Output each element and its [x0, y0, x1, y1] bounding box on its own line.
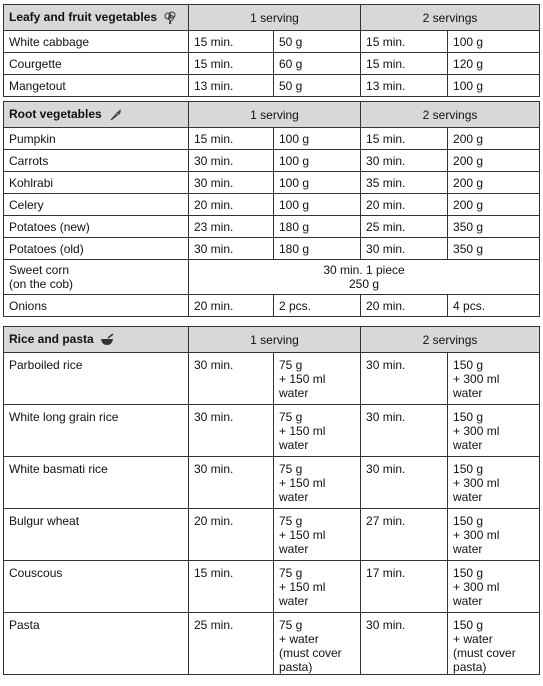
table-row — [4, 150, 540, 172]
time-2-servings: 15 min. — [361, 53, 448, 75]
time-1-serving: 30 min. — [189, 238, 274, 260]
table-row — [4, 353, 540, 405]
amount-2-servings: 4 pcs. — [448, 295, 540, 317]
section-title — [4, 102, 189, 128]
time-1-serving: 20 min. — [189, 509, 274, 561]
two-servings-header: 2 servings — [361, 5, 540, 31]
amount-2-servings: 150 g + 300 ml water — [448, 561, 540, 613]
time-1-serving: 20 min. — [189, 295, 274, 317]
food-name: Parboiled rice — [4, 353, 189, 405]
table-row — [4, 172, 540, 194]
amount-2-servings: 150 g + 300 ml water — [448, 457, 540, 509]
time-2-servings: 20 min. — [361, 295, 448, 317]
amount-2-servings: 120 g — [448, 53, 540, 75]
amount-1-serving: 100 g — [274, 194, 361, 216]
food-name: Potatoes (new) — [4, 216, 189, 238]
table-row — [4, 238, 540, 260]
amount-2-servings: 350 g — [448, 238, 540, 260]
time-2-servings: 13 min. — [361, 75, 448, 97]
section-title — [4, 5, 189, 31]
table-row — [4, 75, 540, 97]
food-name: Courgette — [4, 53, 189, 75]
time-2-servings: 15 min. — [361, 128, 448, 150]
table-row — [4, 405, 540, 457]
food-name: Onions — [4, 295, 189, 317]
amount-2-servings: 200 g — [448, 172, 540, 194]
time-1-serving: 13 min. — [189, 75, 274, 97]
food-name: White long grain rice — [4, 405, 189, 457]
table-row — [4, 613, 540, 675]
time-2-servings: 27 min. — [361, 509, 448, 561]
section-title-text: Leafy and fruit vegetables — [9, 10, 158, 25]
time-2-servings: 30 min. — [361, 353, 448, 405]
time-2-servings: 30 min. — [361, 457, 448, 509]
amount-2-servings: 350 g — [448, 216, 540, 238]
amount-2-servings: 150 g + 300 ml water — [448, 509, 540, 561]
amount-1-serving: 180 g — [274, 216, 361, 238]
time-2-servings: 30 min. — [361, 238, 448, 260]
time-2-servings: 17 min. — [361, 561, 448, 613]
time-1-serving: 30 min. — [189, 353, 274, 405]
amount-1-serving: 75 g + 150 ml water — [274, 405, 361, 457]
table-row — [4, 509, 540, 561]
food-name: Sweet corn (on the cob) — [4, 260, 189, 295]
amount-1-serving: 75 g + 150 ml water — [274, 353, 361, 405]
amount-2-servings: 200 g — [448, 128, 540, 150]
amount-1-serving: 50 g — [274, 31, 361, 53]
table-row — [4, 194, 540, 216]
broccoli-icon — [163, 11, 177, 25]
food-name: Potatoes (old) — [4, 238, 189, 260]
amount-1-serving: 75 g + water (must cover pasta) — [274, 613, 361, 675]
food-name: Celery — [4, 194, 189, 216]
time-1-serving: 30 min. — [189, 150, 274, 172]
amount-2-servings: 200 g — [448, 150, 540, 172]
food-name: Kohlrabi — [4, 172, 189, 194]
time-1-serving: 25 min. — [189, 613, 274, 675]
amount-1-serving: 2 pcs. — [274, 295, 361, 317]
amount-1-serving: 100 g — [274, 150, 361, 172]
bowl-icon — [100, 333, 114, 347]
leafy-vegetables-table — [3, 4, 540, 97]
food-name: Pasta — [4, 613, 189, 675]
carrot-icon — [108, 108, 122, 122]
food-name: White cabbage — [4, 31, 189, 53]
table-row — [4, 128, 540, 150]
amount-1-serving: 50 g — [274, 75, 361, 97]
table-row — [4, 295, 540, 317]
food-name: Couscous — [4, 561, 189, 613]
time-1-serving: 15 min. — [189, 31, 274, 53]
table-row — [4, 561, 540, 613]
food-name: Pumpkin — [4, 128, 189, 150]
food-name: Carrots — [4, 150, 189, 172]
amount-1-serving: 75 g + 150 ml water — [274, 561, 361, 613]
time-2-servings: 15 min. — [361, 31, 448, 53]
section-title — [4, 327, 189, 353]
amount-1-serving: 100 g — [274, 172, 361, 194]
table-row — [4, 53, 540, 75]
table-row — [4, 457, 540, 509]
amount-2-servings: 150 g + water (must cover pasta) — [448, 613, 540, 675]
time-2-servings: 30 min. — [361, 405, 448, 457]
amount-2-servings: 150 g + 300 ml water — [448, 405, 540, 457]
amount-1-serving: 100 g — [274, 128, 361, 150]
amount-2-servings: 100 g — [448, 75, 540, 97]
amount-1-serving: 75 g + 150 ml water — [274, 457, 361, 509]
food-name: Mangetout — [4, 75, 189, 97]
table-row — [4, 260, 540, 295]
time-1-serving: 15 min. — [189, 128, 274, 150]
time-2-servings: 30 min. — [361, 613, 448, 675]
time-1-serving: 20 min. — [189, 194, 274, 216]
amount-1-serving: 75 g + 150 ml water — [274, 509, 361, 561]
amount-2-servings: 100 g — [448, 31, 540, 53]
food-name: White basmati rice — [4, 457, 189, 509]
one-serving-header: 1 serving — [189, 327, 361, 353]
merged-value: 30 min. 1 piece 250 g — [189, 260, 540, 295]
food-name: Bulgur wheat — [4, 509, 189, 561]
table-row — [4, 31, 540, 53]
time-1-serving: 30 min. — [189, 172, 274, 194]
time-2-servings: 20 min. — [361, 194, 448, 216]
time-1-serving: 30 min. — [189, 405, 274, 457]
rice-pasta-table — [3, 326, 540, 675]
table-row — [4, 216, 540, 238]
time-1-serving: 30 min. — [189, 457, 274, 509]
section-title-text: Rice and pasta — [9, 332, 94, 347]
time-2-servings: 25 min. — [361, 216, 448, 238]
amount-1-serving: 180 g — [274, 238, 361, 260]
root-vegetables-table — [3, 101, 540, 317]
amount-2-servings: 200 g — [448, 194, 540, 216]
time-1-serving: 15 min. — [189, 53, 274, 75]
one-serving-header: 1 serving — [189, 102, 361, 128]
amount-2-servings: 150 g + 300 ml water — [448, 353, 540, 405]
two-servings-header: 2 servings — [361, 327, 540, 353]
section-title-text: Root vegetables — [9, 107, 102, 122]
amount-1-serving: 60 g — [274, 53, 361, 75]
time-1-serving: 23 min. — [189, 216, 274, 238]
two-servings-header: 2 servings — [361, 102, 540, 128]
one-serving-header: 1 serving — [189, 5, 361, 31]
time-2-servings: 30 min. — [361, 150, 448, 172]
time-1-serving: 15 min. — [189, 561, 274, 613]
time-2-servings: 35 min. — [361, 172, 448, 194]
